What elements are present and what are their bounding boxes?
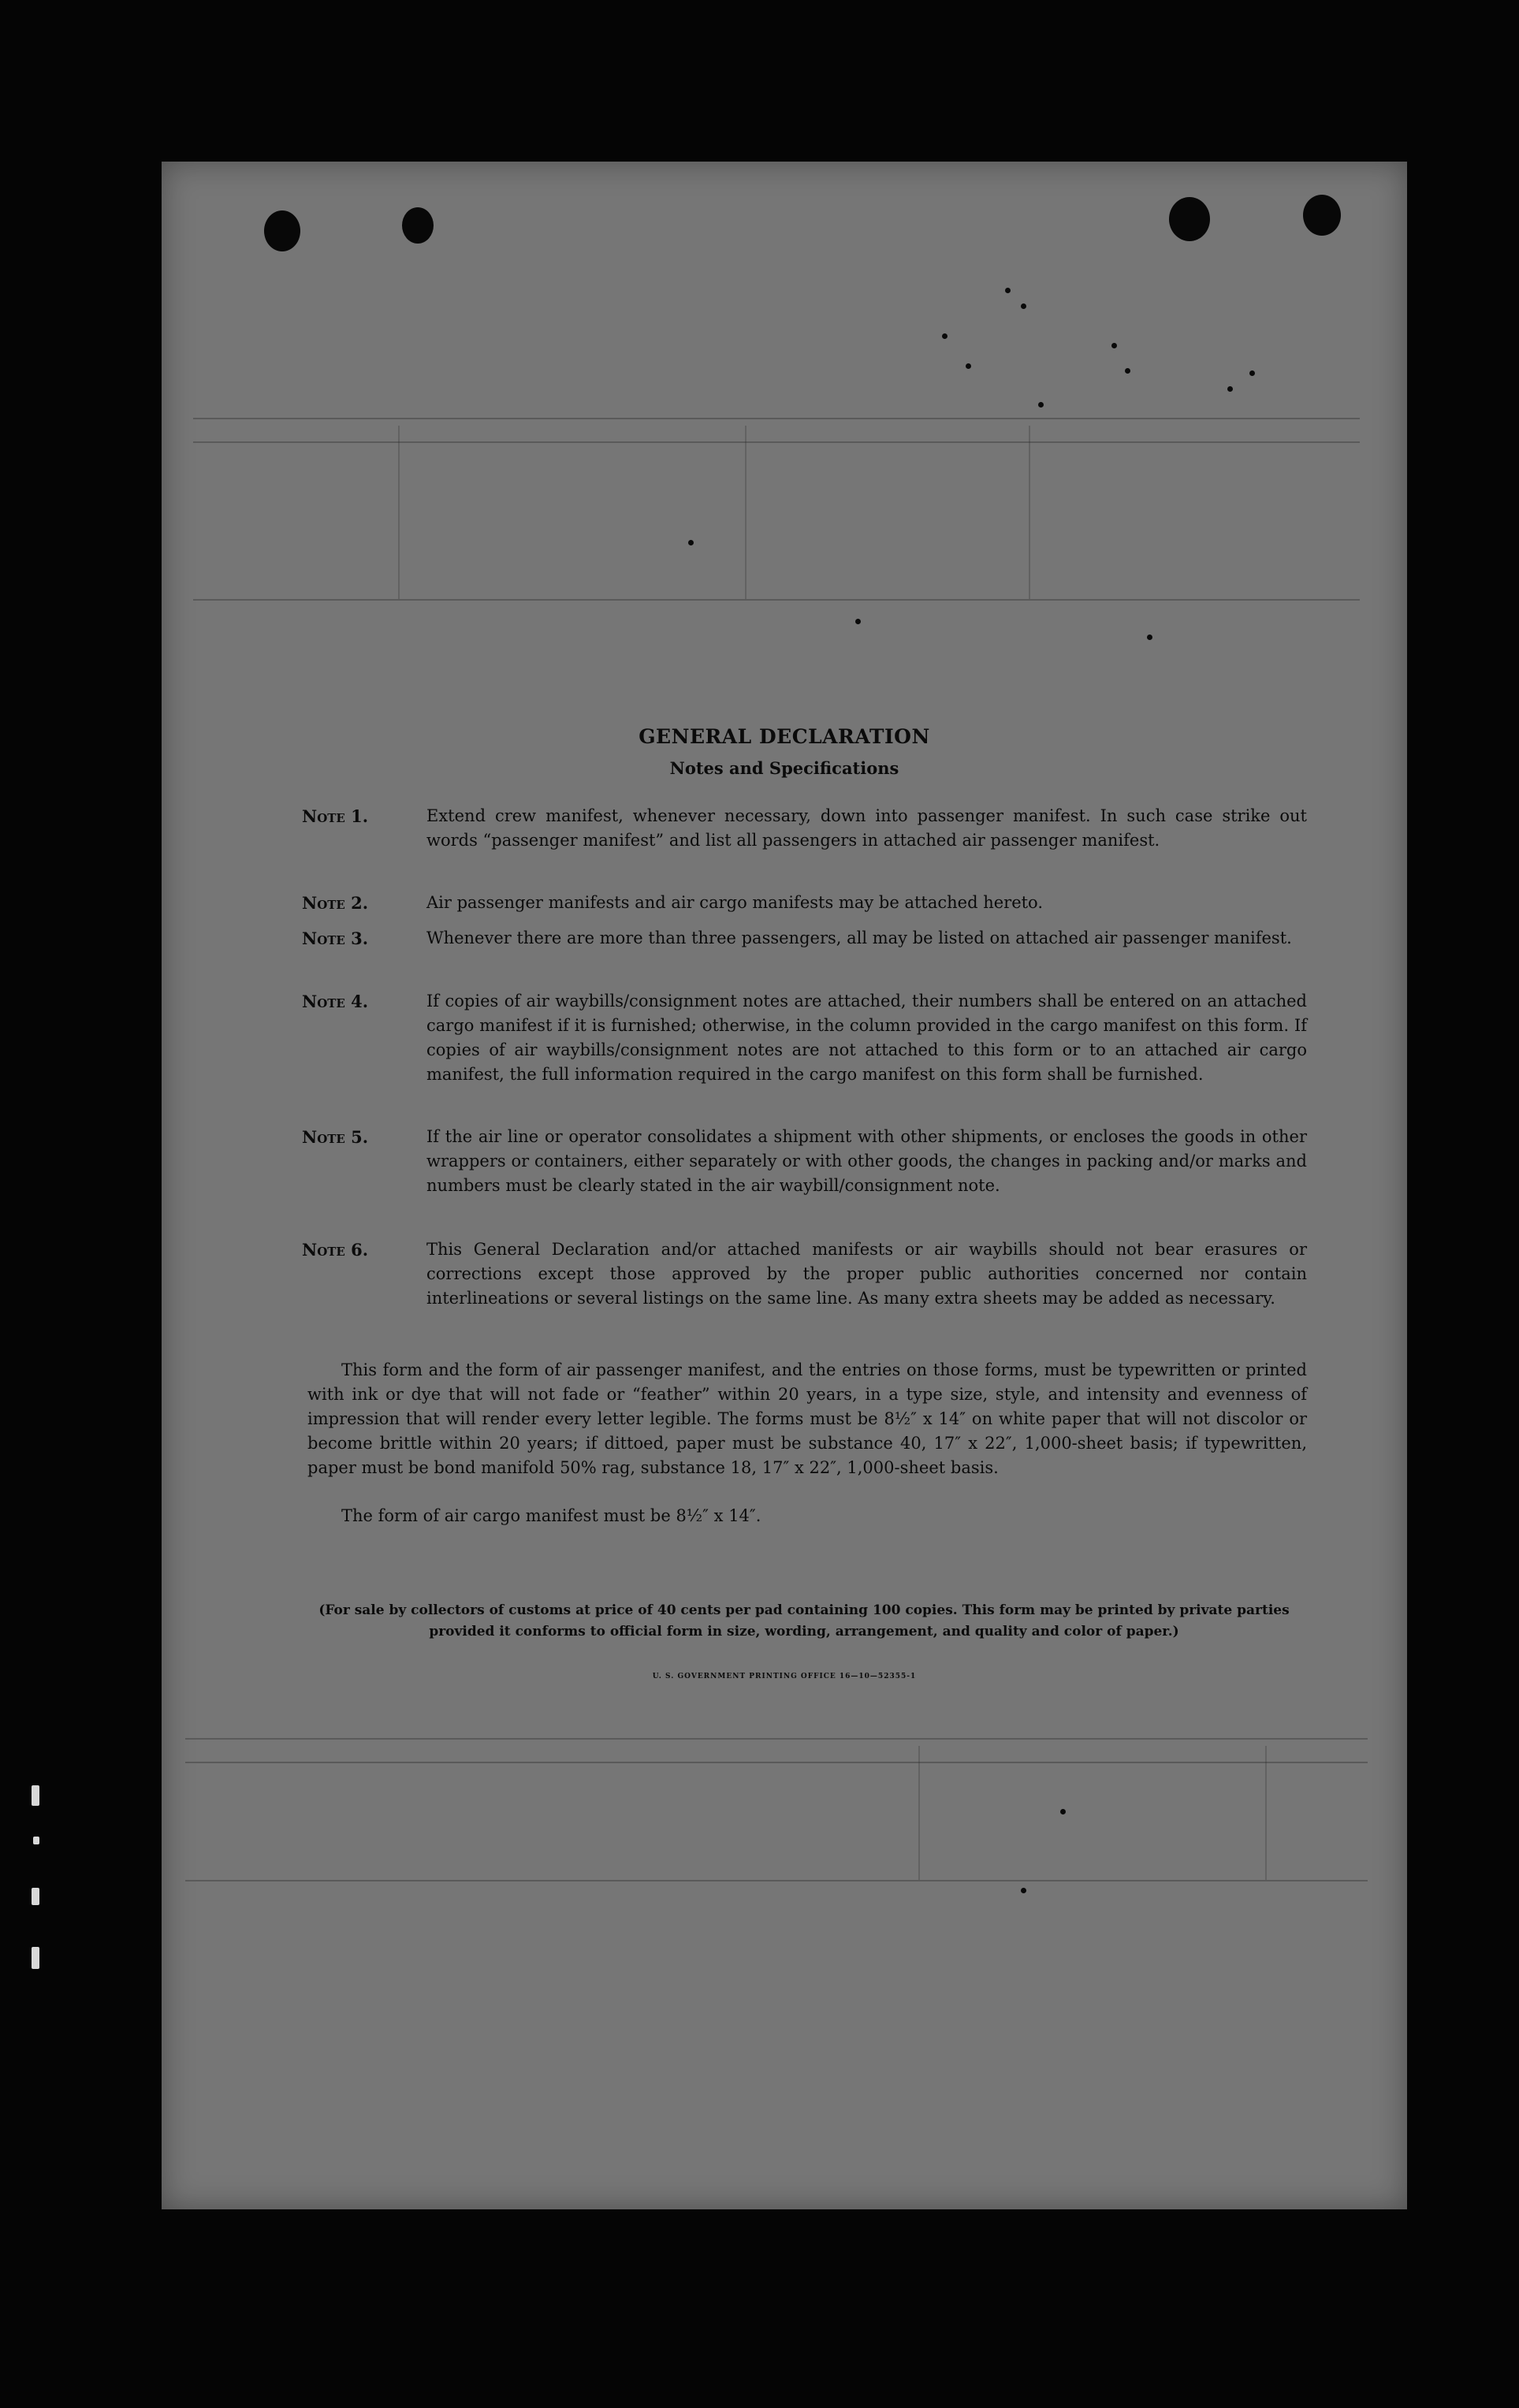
note-text: Whenever there are more than three passengers, all may be listed on attached air passenger manifest. xyxy=(426,929,1292,947)
note-label: Note 1. xyxy=(302,806,369,826)
film-edge-mark xyxy=(32,1888,39,1905)
note-3 xyxy=(302,926,1307,951)
note-text: This General Declaration and/or attached manifests or air waybills should not bear erasures or corrections except those approved by the proper public authorities concerned nor contain interlineations or several listings on the same line. As many extra sheets may be added as necessary. xyxy=(426,1240,1307,1308)
note-text: If the air line or operator consolidates a shipment with other shipments, or encloses the goods in other wrappers or containers, either separately or with other goods, the changes in packing and/or marks and numbers must be clearly stated in the air waybill/consignment note. xyxy=(426,1127,1307,1195)
note-text: If copies of air waybills/consignment notes are attached, their numbers shall be entered on an attached cargo manifest if it is furnished; otherwise, in the column provided in the cargo manifest on this form. If copies of air waybills/consignment notes are not attached to this form or to an attached air cargo manifest, the full information required in the cargo manifest on this form shall be furnished. xyxy=(426,992,1307,1084)
film-edge-mark xyxy=(33,1837,39,1844)
note-label: Note 5. xyxy=(302,1127,369,1147)
note-1 xyxy=(302,804,1307,853)
note-label: Note 2. xyxy=(302,893,369,913)
note-5 xyxy=(302,1125,1307,1198)
form-requirements-paragraph: This form and the form of air passenger manifest, and the entries on those forms, must be typewritten or printed with ink or dye that will not fade or “feather” within 20 years, in a type size, style, and intensity and evenness of impression that will render every letter legible. The forms must be 8½″ x 14″ on white paper that will not discolor or become brittle within 20 years; if dittoed, paper must be substance 40, 17″ x 22″, 1,000-sheet basis; if typewritten, paper must be bond manifold 50% rag, substance 18, 17″ x 22″, 1,000-sheet basis. xyxy=(307,1360,1307,1477)
document-sheet xyxy=(162,162,1407,2209)
document-title: GENERAL DECLARATION xyxy=(639,725,930,748)
document-subtitle: Notes and Specifications xyxy=(669,758,899,778)
sale-notice: (For sale by collectors of customs at price of 40 cents per pad containing 100 copies. This form may be printed by private parties provided it conforms to official form in size, wording, arrangement, and quality and color of paper.) xyxy=(318,1602,1290,1639)
note-6 xyxy=(302,1237,1307,1311)
note-text: Air passenger manifests and air cargo manifests may be attached hereto. xyxy=(426,893,1044,912)
note-text: Extend crew manifest, whenever necessary, down into passenger manifest. In such case strike out words “passenger manifest” and list all passengers in attached air passenger manifest. xyxy=(426,806,1307,850)
film-edge-mark xyxy=(32,1785,39,1806)
note-4 xyxy=(302,989,1307,1087)
note-label: Note 6. xyxy=(302,1240,369,1260)
note-label: Note 4. xyxy=(302,992,369,1011)
printer-imprint: U. S. GOVERNMENT PRINTING OFFICE 16—10—52355-1 xyxy=(652,1673,917,1680)
note-label: Note 3. xyxy=(302,929,369,948)
film-edge-mark xyxy=(32,1947,39,1969)
note-2 xyxy=(302,891,1307,915)
cargo-manifest-size-line: The form of air cargo manifest must be 8½″ x 14″. xyxy=(341,1506,761,1525)
